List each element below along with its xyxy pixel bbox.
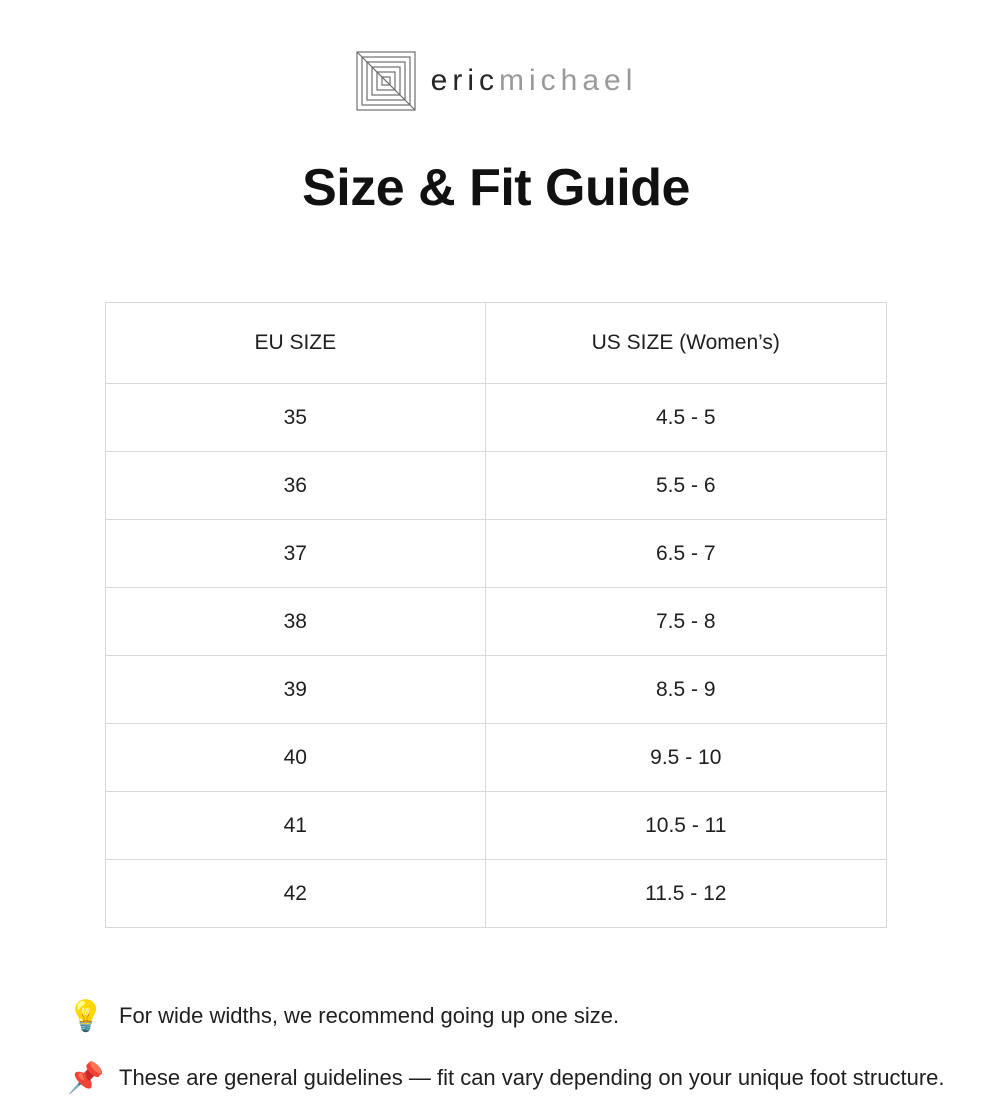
table-row	[106, 860, 887, 928]
cell-eu-size: 35	[106, 384, 486, 452]
cell-us-size: 4.5 - 5	[485, 384, 886, 452]
table-row	[106, 588, 887, 656]
cell-eu-size: 38	[106, 588, 486, 656]
cell-us-size: 11.5 - 12	[485, 860, 886, 928]
column-header-us-size: US SIZE (Women’s)	[485, 303, 886, 384]
cell-eu-size: 37	[106, 520, 486, 588]
light-bulb-icon: 💡	[67, 1000, 105, 1033]
cell-us-size: 5.5 - 6	[485, 452, 886, 520]
size-table-container	[105, 302, 887, 928]
cell-eu-size: 42	[106, 860, 486, 928]
cell-eu-size: 41	[106, 792, 486, 860]
cell-eu-size: 39	[106, 656, 486, 724]
cell-us-size: 6.5 - 7	[485, 520, 886, 588]
brand-name-primary: eric	[430, 64, 499, 97]
note-item	[67, 1062, 961, 1094]
note-text: For wide widths, we recommend going up one size.	[119, 1003, 620, 1028]
table-row	[106, 792, 887, 860]
notes-section	[31, 1000, 961, 1094]
cell-eu-size: 36	[106, 452, 486, 520]
note-text: These are general guidelines — fit can vary depending on your unique foot structure.	[119, 1065, 945, 1090]
pushpin-icon: 📌	[67, 1062, 105, 1095]
cell-us-size: 8.5 - 9	[485, 656, 886, 724]
table-row	[106, 452, 887, 520]
table-row	[106, 384, 887, 452]
table-row	[106, 656, 887, 724]
page-title: Size & Fit Guide	[302, 159, 690, 217]
concentric-squares-logo-icon	[355, 50, 417, 112]
brand-wordmark	[431, 64, 638, 98]
table-row	[106, 520, 887, 588]
note-item	[67, 1000, 961, 1032]
cell-eu-size: 40	[106, 724, 486, 792]
cell-us-size: 10.5 - 11	[485, 792, 886, 860]
cell-us-size: 9.5 - 10	[485, 724, 886, 792]
cell-us-size: 7.5 - 8	[485, 588, 886, 656]
table-header-row	[106, 303, 887, 384]
size-conversion-table	[105, 302, 887, 928]
brand-header	[0, 0, 992, 112]
brand-name-secondary: michael	[498, 64, 638, 97]
table-row	[106, 724, 887, 792]
column-header-eu-size: EU SIZE	[106, 303, 486, 384]
